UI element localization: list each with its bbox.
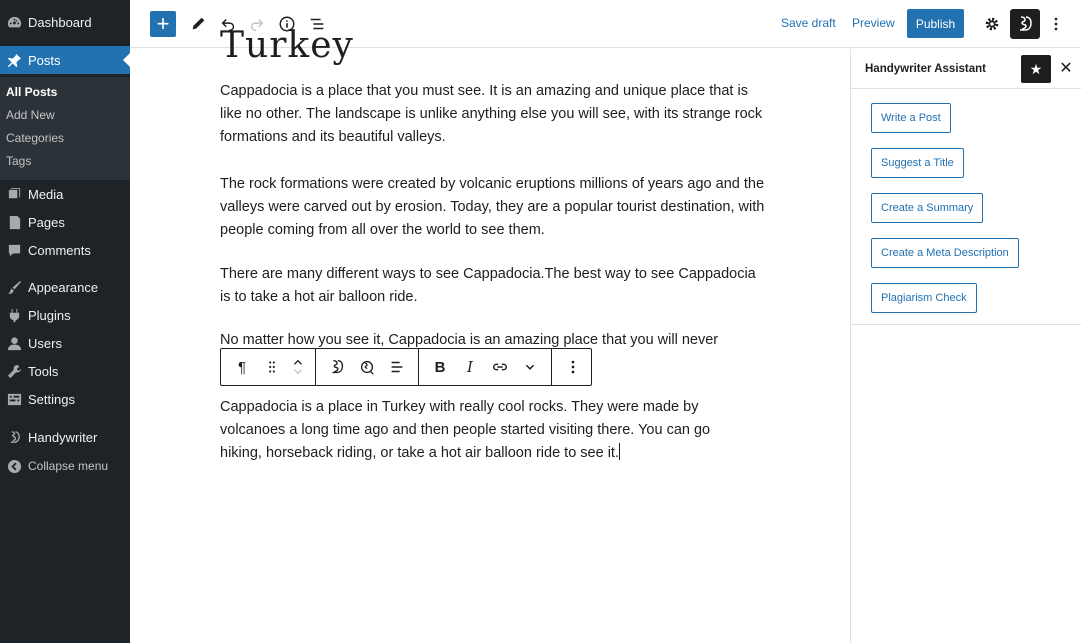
sidebar-item-label: Comments	[28, 242, 91, 258]
suggest-title-button[interactable]: Suggest a Title	[871, 148, 964, 178]
sidebar-subitem-categories[interactable]: Categories	[6, 131, 65, 145]
sidebar-item-posts[interactable]	[0, 46, 130, 74]
format-group	[419, 349, 552, 385]
close-icon: ✕	[1059, 60, 1073, 77]
handywriter-rewrite-button[interactable]	[322, 349, 352, 385]
panel-header	[851, 49, 1081, 89]
block-type-group	[221, 349, 316, 385]
handywriter-icon	[6, 429, 22, 445]
pin-panel-button[interactable]	[1021, 55, 1051, 83]
comments-icon	[6, 242, 22, 258]
more-formats-button[interactable]	[515, 349, 545, 385]
text-cursor	[619, 443, 620, 460]
options-menu-button[interactable]	[1042, 10, 1070, 38]
sidebar-item-media[interactable]	[0, 180, 130, 208]
bold-button[interactable]: B	[434, 358, 446, 376]
block-options-group	[552, 349, 594, 385]
pages-icon	[6, 214, 22, 230]
sidebar-item-comments[interactable]	[0, 236, 130, 264]
sidebar-subitem-tags[interactable]: Tags	[6, 154, 32, 168]
sidebar-item-label: Tools	[28, 363, 59, 379]
preview-button[interactable]: Preview	[852, 16, 895, 30]
link-button[interactable]	[485, 349, 515, 385]
wrench-icon	[6, 363, 22, 379]
align-left-icon	[388, 358, 406, 376]
link-icon	[491, 358, 509, 376]
sidebar-item-dashboard[interactable]	[0, 8, 130, 36]
sidebar-item-label: Handywriter	[28, 429, 98, 445]
publish-button[interactable]: Publish	[907, 9, 964, 38]
sidebar-item-label: Posts	[28, 52, 61, 68]
create-summary-button[interactable]: Create a Summary	[871, 193, 983, 223]
close-panel-button[interactable]	[1057, 58, 1075, 78]
settings-button[interactable]	[978, 10, 1006, 38]
paragraph-block[interactable]: The rock formations were created by volcanic eruptions millions of years ago and the valleys were carved out by erosion. Today, they are a popular tourist destination, with people coming from all over the world to see them.	[220, 176, 765, 238]
panel-title: Handywriter Assistant	[865, 63, 986, 75]
drag-handle[interactable]	[257, 349, 287, 385]
handywriter-assistant-panel	[850, 49, 1080, 643]
sidebar-item-label: Plugins	[28, 307, 71, 323]
sidebar-item-label: Media	[28, 186, 64, 202]
align-button[interactable]	[382, 349, 412, 385]
star-icon: ★	[1029, 60, 1043, 77]
italic-button[interactable]: I	[467, 358, 473, 376]
handywriter-tools-group	[316, 349, 419, 385]
sidebar-item-label: Pages	[28, 214, 65, 230]
sidebar-subitem-all-posts[interactable]: All Posts	[6, 85, 58, 99]
drag-handle-icon	[263, 358, 281, 376]
paragraph-text: Cappadocia is a place in Turkey with really cool rocks. They were made by volcanoes a long time ago and then people started visiting there. You can go hiking, horseback riding, or take a hot air balloon ride to see it.	[220, 399, 711, 461]
paragraph-block-type-button[interactable]: ¶	[237, 358, 247, 376]
dashboard-icon	[6, 14, 22, 30]
edit-tool-button[interactable]	[184, 10, 212, 38]
sidebar-item-users[interactable]	[0, 329, 130, 357]
paragraph-block-selected[interactable]	[220, 396, 740, 465]
create-meta-description-button[interactable]: Create a Meta Description	[871, 238, 1019, 268]
block-toolbar	[220, 348, 592, 386]
sidebar-item-tools[interactable]	[0, 357, 130, 385]
sidebar-subitem-add-new[interactable]: Add New	[6, 108, 55, 122]
gear-icon	[983, 15, 1001, 33]
posts-submenu	[0, 77, 130, 180]
move-block-button[interactable]	[287, 349, 309, 385]
panel-body	[851, 90, 1081, 325]
add-block-button[interactable]: +	[150, 11, 176, 37]
sidebar-item-label: Users	[28, 335, 62, 351]
sidebar-item-label: Collapse menu	[28, 459, 109, 473]
collapse-icon	[6, 458, 22, 474]
sidebar-item-label: Settings	[28, 391, 75, 407]
sidebar-item-label: Appearance	[28, 279, 99, 295]
media-icon	[6, 186, 22, 202]
handywriter-search-icon	[358, 358, 376, 376]
paragraph-block[interactable]: Cappadocia is a place that you must see. It is an amazing and unique place that is like no other. The landscape is unlike anything else you will see, with its strange rock formations and its beautiful valleys.	[220, 83, 763, 145]
sidebar-item-settings[interactable]	[0, 385, 130, 413]
handywriter-check-button[interactable]	[352, 349, 382, 385]
user-icon	[6, 335, 22, 351]
sidebar-item-label: Dashboard	[28, 14, 92, 30]
settings-icon	[6, 391, 22, 407]
vertical-ellipsis-icon	[1047, 15, 1065, 33]
post-title[interactable]: Turkey	[220, 25, 354, 66]
sidebar-item-plugins[interactable]	[0, 301, 130, 329]
handywriter-icon	[328, 358, 346, 376]
sidebar-item-handywriter[interactable]	[0, 423, 130, 451]
move-up-down-icon	[289, 358, 307, 376]
paragraph-block[interactable]: No matter how you see it, Cappadocia is an amazing place that you will never	[220, 332, 719, 348]
vertical-ellipsis-icon	[564, 358, 582, 376]
save-draft-button[interactable]: Save draft	[781, 16, 836, 30]
paintbrush-icon	[6, 279, 22, 295]
chevron-down-icon	[521, 358, 539, 376]
pencil-icon	[189, 15, 207, 33]
paragraph-block[interactable]: There are many different ways to see Cappadocia.The best way to see Cappadocia is to take a hot air balloon ride.	[220, 266, 756, 305]
admin-sidebar	[0, 0, 130, 643]
collapse-menu-button[interactable]	[0, 452, 130, 480]
handywriter-icon	[1015, 14, 1035, 34]
sidebar-item-appearance[interactable]	[0, 273, 130, 301]
pushpin-icon	[6, 52, 22, 68]
write-post-button[interactable]: Write a Post	[871, 103, 951, 133]
sidebar-item-pages[interactable]	[0, 208, 130, 236]
block-options-button[interactable]	[558, 349, 588, 385]
plugin-icon	[6, 307, 22, 323]
handywriter-toggle-button[interactable]	[1010, 9, 1040, 39]
editor-canvas	[130, 25, 850, 643]
plagiarism-check-button[interactable]: Plagiarism Check	[871, 283, 977, 313]
